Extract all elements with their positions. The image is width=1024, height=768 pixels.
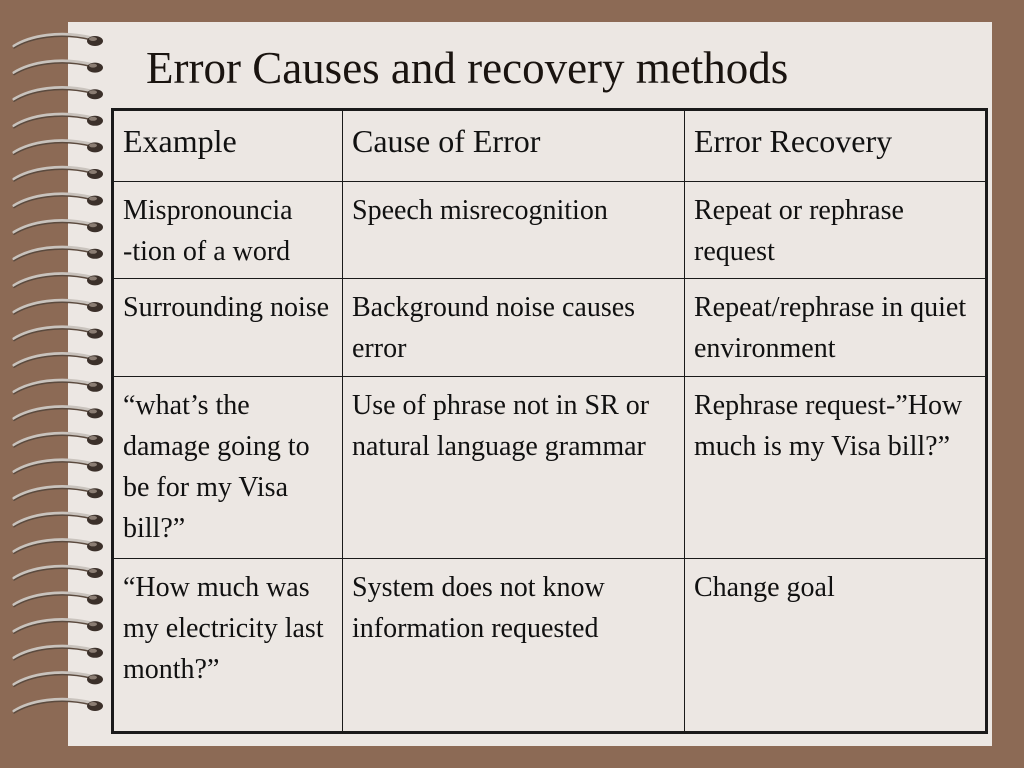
binding-ring: [14, 353, 103, 367]
binding-ring: [14, 699, 103, 713]
binding-ring: [14, 274, 103, 288]
table-header-row: [113, 110, 987, 182]
table-row: [113, 279, 987, 377]
slide-title: Error Causes and recovery methods: [146, 43, 789, 93]
example-cell: [113, 559, 343, 733]
column-header-cause: Cause of Error: [343, 110, 685, 182]
binding-ring: [14, 460, 103, 474]
example-text: Surrounding noise: [123, 292, 330, 323]
binding-ring: [14, 141, 103, 155]
recovery-text: Repeat or rephrase request: [694, 195, 904, 267]
binding-ring: [14, 380, 103, 394]
binding-ring: [14, 34, 103, 48]
recovery-text: Repeat/rephrase in quiet environment: [694, 292, 967, 364]
cause-text: Speech misrecognition: [352, 195, 608, 226]
cause-cell: [343, 182, 685, 279]
recovery-cell: [685, 377, 987, 559]
cause-cell: [343, 279, 685, 377]
example-text: “How much was my electricity last month?”: [123, 572, 324, 685]
binding-ring: [14, 486, 103, 500]
binding-ring: [14, 646, 103, 660]
binding-ring: [14, 540, 103, 554]
cause-text: Background noise causes error: [352, 292, 636, 364]
binding-ring: [14, 87, 103, 101]
example-cell: [113, 279, 343, 377]
example-cell: [113, 377, 343, 559]
cause-text: Use of phrase not in SR or natural language grammar: [352, 390, 650, 462]
binding-ring: [14, 61, 103, 75]
table-row: [113, 377, 987, 559]
example-text: “what’s the damage going to be for my Visa bill?”: [123, 390, 310, 544]
binding-ring: [14, 220, 103, 234]
binding-ring: [14, 513, 103, 527]
cause-cell: [343, 377, 685, 559]
column-header-example: Example: [113, 110, 343, 182]
error-table: [111, 108, 988, 734]
table-row: [113, 559, 987, 733]
binding-ring: [14, 433, 103, 447]
cause-text: System does not know information requested: [352, 572, 605, 644]
binding-ring: [14, 593, 103, 607]
example-text: Mispronouncia -tion of a word: [123, 195, 293, 267]
binding-ring: [14, 619, 103, 633]
binding-ring: [14, 327, 103, 341]
binding-ring: [14, 194, 103, 208]
recovery-cell: [685, 182, 987, 279]
binding-ring: [14, 247, 103, 261]
binding-ring: [14, 407, 103, 421]
binding-ring: [14, 673, 103, 687]
column-header-recovery: Error Recovery: [685, 110, 987, 182]
spiral-binding-icon: [0, 0, 120, 768]
recovery-cell: [685, 559, 987, 733]
recovery-text: Change goal: [694, 572, 835, 603]
binding-ring: [14, 167, 103, 181]
binding-ring: [14, 566, 103, 580]
binding-ring: [14, 114, 103, 128]
recovery-cell: [685, 279, 987, 377]
binding-ring: [14, 300, 103, 314]
example-cell: [113, 182, 343, 279]
table-row: [113, 182, 987, 279]
cause-cell: [343, 559, 685, 733]
recovery-text: Rephrase request-”How much is my Visa bill?”: [694, 390, 963, 462]
